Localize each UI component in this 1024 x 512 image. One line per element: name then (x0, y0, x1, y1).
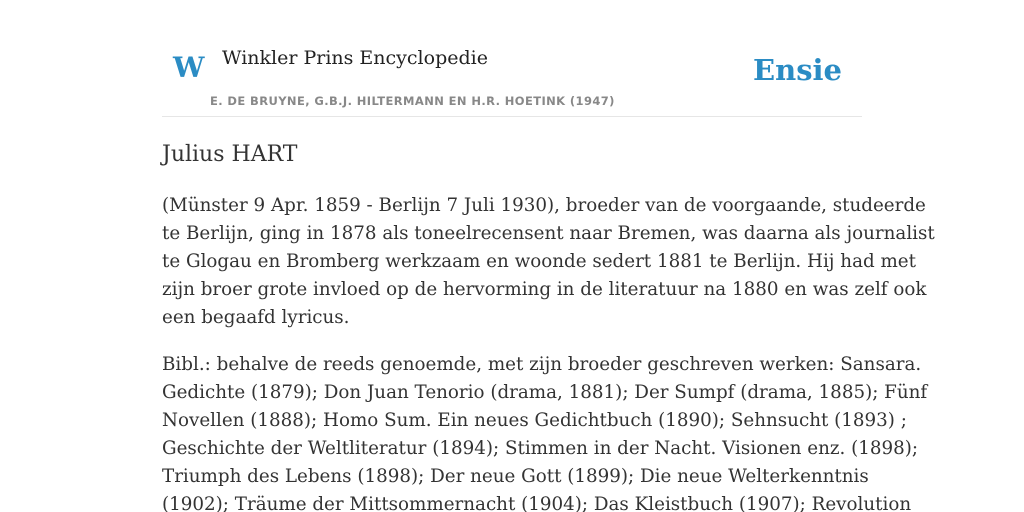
article-body (162, 192, 935, 512)
text-line: Novellen (1888); Homo Sum. Ein neues Gedichtbuch (1890); Sehnsucht (1893) ; (162, 410, 907, 431)
text-line: zijn broer grote invloed op de hervorming in de literatuur na 1880 en was zelf ook (162, 279, 927, 300)
text-line: (Münster 9 Apr. 1859 - Berlijn 7 Juli 1930), broeder van de voorgaande, studeerde (162, 195, 926, 216)
publication-title[interactable]: Winkler Prins Encyclopedie (222, 47, 488, 69)
winkler-prins-logo-icon[interactable]: W (173, 51, 205, 84)
text-line: te Glogau en Bromberg werkzaam en woonde sedert 1881 te Berlijn. Hij had met (162, 251, 916, 272)
article-paragraph-biography (162, 192, 935, 332)
text-line: (1902); Träume der Mittsommernacht (1904); Das Kleistbuch (1907); Revolution (162, 494, 912, 512)
text-line: te Berlijn, ging in 1878 als toneelrecensent naar Bremen, was daarna als journalist (162, 223, 935, 244)
ensie-brand-link[interactable]: Ensie (753, 53, 842, 87)
text-line: Gedichte (1879); Don Juan Tenorio (drama, 1881); Der Sumpf (drama, 1885); Fünf (162, 382, 928, 403)
text-line: Triumph des Lebens (1898); Der neue Gott (1899); Die neue Welterkenntnis (162, 466, 869, 487)
article-paragraph-bibliography (162, 351, 928, 512)
article-title: Julius HART (162, 142, 298, 167)
text-line: Bibl.: behalve de reeds genoemde, met zijn broeder geschreven werken: Sansara. (162, 354, 922, 375)
text-line: een begaafd lyricus. (162, 307, 350, 328)
text-line: Geschichte der Weltliteratur (1894); Stimmen in der Nacht. Visionen enz. (1898); (162, 438, 919, 459)
site-header (162, 0, 862, 117)
publication-authors: E. DE BRUYNE, G.B.J. HILTERMANN EN H.R. HOETINK (1947) (210, 94, 615, 108)
